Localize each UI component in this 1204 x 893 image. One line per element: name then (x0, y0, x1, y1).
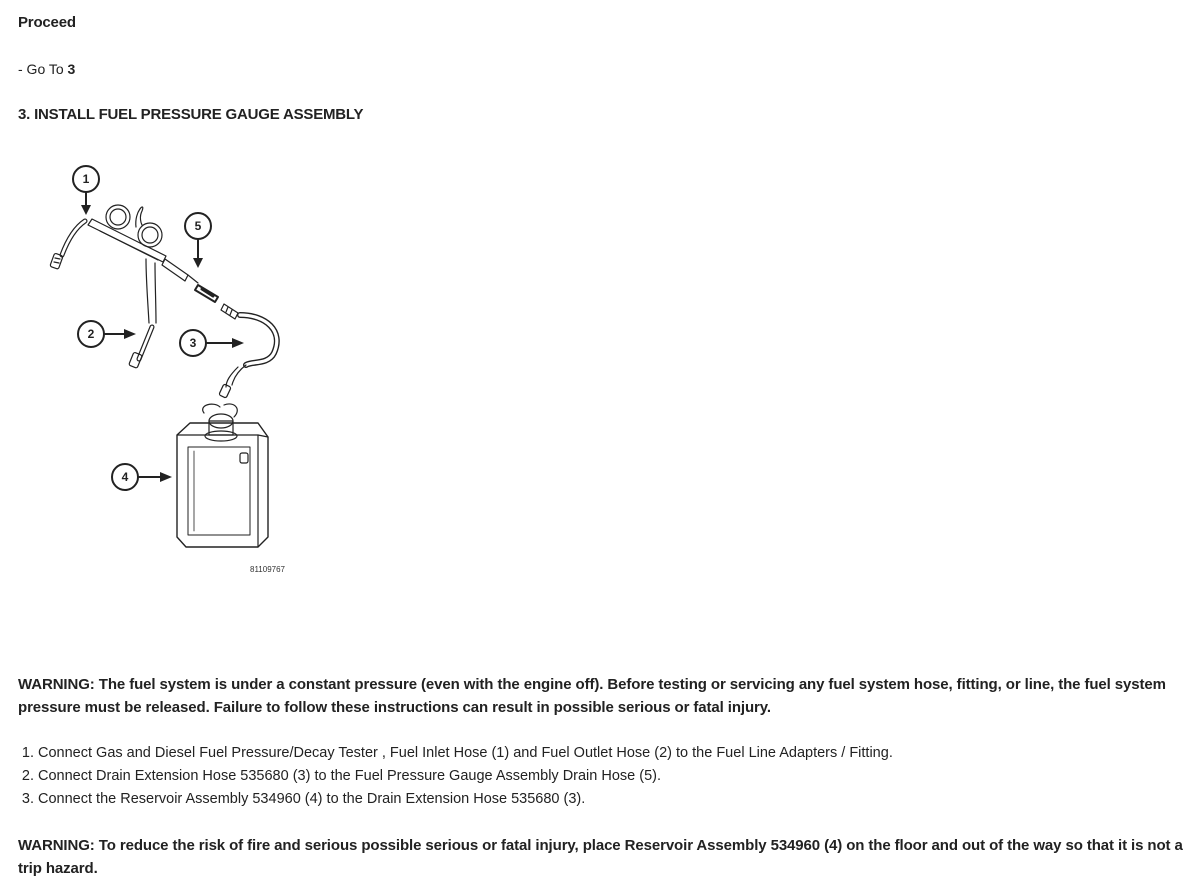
instruction-item: 3. Connect the Reservoir Assembly 534960 (4) to the Drain Extension Hose 535680 (3). (38, 788, 1188, 811)
figure-id: 81109767 (250, 565, 285, 574)
callout-4-label: 4 (121, 470, 129, 484)
proceed-heading: Proceed (18, 14, 76, 31)
callout-3-label: 3 (189, 336, 197, 350)
goto-step-number[interactable]: 3 (67, 61, 76, 77)
callout-4 (112, 464, 162, 490)
callout-1-label: 1 (82, 172, 90, 186)
callout-2 (78, 321, 126, 347)
warning-pressure: WARNING: The fuel system is under a constant pressure (even with the engine off). Before testing or servicing any fuel system hose, fitting, or line, the fuel system pressure must be released. Failure to follow these instructions can result in possible serious or fatal injury. (18, 676, 1166, 716)
goto-prefix: - Go To (18, 61, 68, 77)
callout-2-label: 2 (87, 327, 95, 341)
step-title: 3. INSTALL FUEL PRESSURE GAUGE ASSEMBLY (18, 106, 364, 123)
callout-5-label: 5 (194, 219, 202, 233)
fuel-pressure-gauge-diagram (38, 155, 308, 585)
instruction-item: 1. Connect Gas and Diesel Fuel Pressure/Decay Tester , Fuel Inlet Hose (1) and Fuel Outlet Hose (2) to the Fuel Line Adapters / Fitting. (38, 742, 1188, 765)
callout-3 (180, 330, 234, 356)
instruction-item: 2. Connect Drain Extension Hose 535680 (3) to the Fuel Pressure Gauge Assembly Drain Hose (5). (38, 765, 1188, 788)
instruction-list (18, 742, 1188, 811)
diagram-illustration (38, 155, 308, 585)
goto-link[interactable] (18, 61, 75, 77)
warning-trip-hazard: WARNING: To reduce the risk of fire and serious possible serious or fatal injury, place Reservoir Assembly 534960 (4) on the floor and out of the way so that it is not a trip hazard. (18, 837, 1183, 877)
